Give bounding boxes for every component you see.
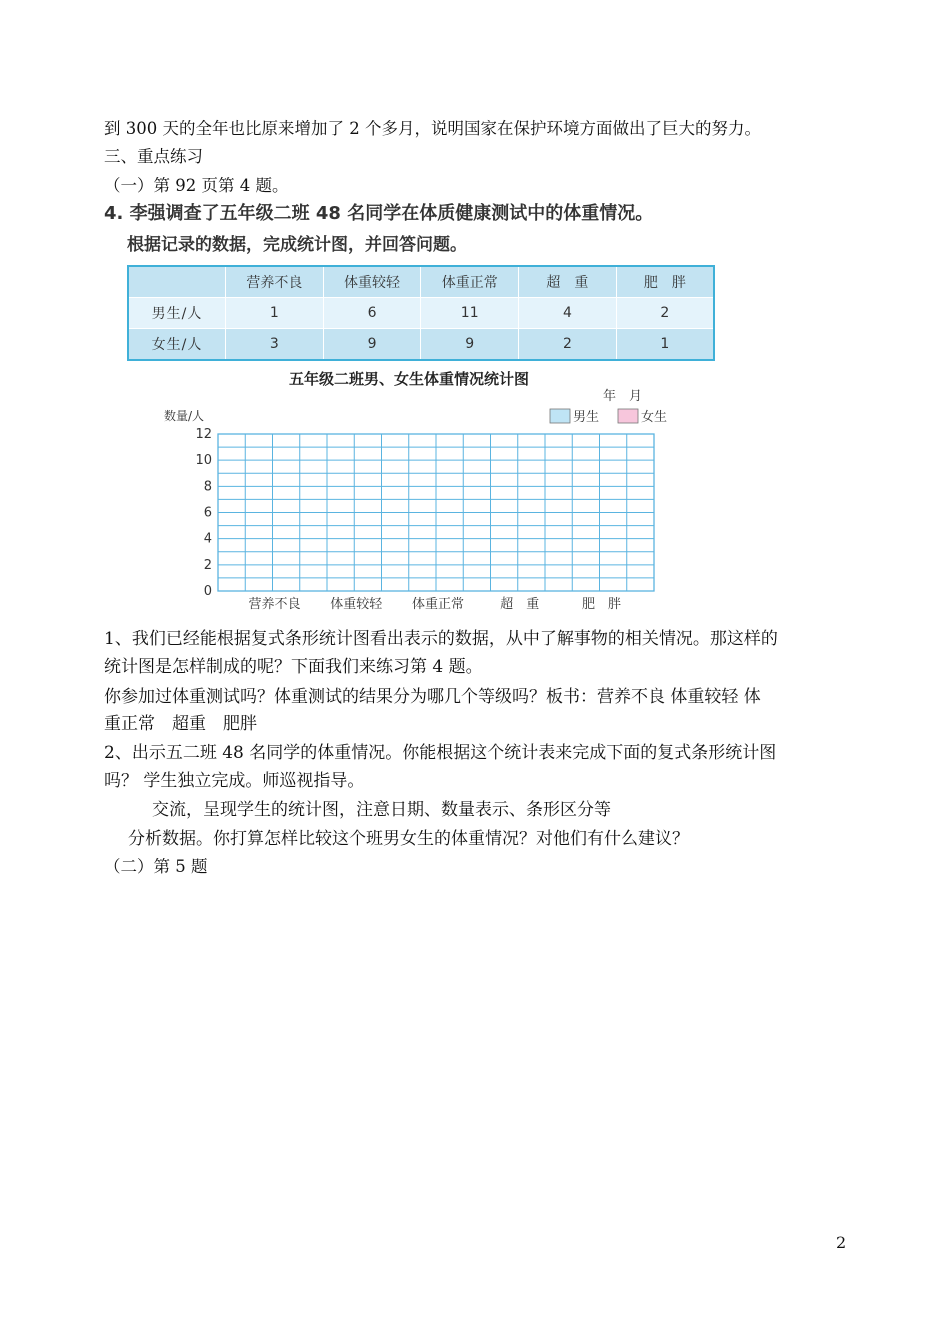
table-corner — [128, 266, 226, 298]
table-cell: 9 — [421, 329, 519, 361]
problem-subtitle: 根据记录的数据，完成统计图，并回答问题。 — [127, 235, 467, 255]
problem-title: 4. 李强调查了五年级二班 48 名同学在体质健康测试中的体重情况。 — [104, 203, 654, 224]
y-tick-label: 2 — [203, 557, 212, 573]
row-label: 女生/人 — [128, 329, 226, 361]
table-cell: 4 — [519, 298, 617, 329]
paragraph-4: 交流，呈现学生的统计图，注意日期、数量表示、条形区分等 — [152, 800, 611, 820]
y-tick-label: 10 — [195, 453, 212, 469]
table-header-cell: 肥 胖 — [616, 266, 714, 298]
chart-legend — [550, 409, 667, 425]
table-header-cell: 体重较轻 — [323, 266, 421, 298]
paragraph-1-line-2: 统计图是怎样制成的呢？下面我们来练习第 4 题。 — [104, 657, 483, 677]
x-category-label: 体重较轻 — [330, 597, 383, 612]
table-cell: 1 — [226, 298, 324, 329]
chart-title: 五年级二班男、女生体重情况统计图 — [288, 370, 530, 388]
text-line-1: 到 300 天的全年也比原来增加了 2 个多月，说明国家在保护环境方面做出了巨大的努力。 — [104, 119, 761, 138]
exercise-heading-2: （二）第 5 题 — [104, 857, 208, 876]
table-header-cell: 超 重 — [519, 266, 617, 298]
weight-data-table — [127, 265, 715, 361]
x-category-label: 肥 胖 — [581, 597, 622, 612]
legend-swatch — [618, 409, 638, 423]
paragraph-2-line-2: 重正常 超重 肥胖 — [104, 714, 257, 734]
chart-grid — [218, 434, 654, 591]
x-category-label: 营养不良 — [248, 597, 301, 612]
legend-label: 男生 — [573, 410, 600, 425]
table-cell: 2 — [519, 329, 617, 361]
paragraph-2-line-1: 你参加过体重测试吗？体重测试的结果分为哪几个等级吗？板书：营养不良 体重较轻 体 — [104, 687, 761, 707]
table-row — [128, 298, 714, 329]
legend-label: 女生 — [641, 410, 668, 425]
paragraph-5: 分析数据。你打算怎样比较这个班男女生的体重情况？对他们有什么建议？ — [128, 829, 689, 849]
section-heading: 三、重点练习 — [104, 147, 203, 166]
table-row — [128, 329, 714, 361]
y-tick-label: 8 — [203, 479, 212, 495]
page-number: 2 — [836, 1233, 847, 1252]
date-label: 年 月 — [603, 389, 643, 404]
y-tick-label: 12 — [195, 427, 212, 442]
paragraph-3-line-2: 吗？ 学生独立完成。师巡视指导。 — [104, 771, 365, 791]
table-cell: 3 — [226, 329, 324, 361]
y-tick-label: 0 — [203, 584, 212, 599]
table-header-cell: 营养不良 — [226, 266, 324, 298]
table-header-row — [128, 266, 714, 298]
x-category-labels — [248, 596, 621, 612]
row-label: 男生/人 — [128, 298, 226, 329]
x-category-label: 超 重 — [500, 597, 540, 612]
table-cell: 6 — [323, 298, 421, 329]
y-axis-label: 数量/人 — [164, 409, 205, 423]
table-cell: 9 — [323, 329, 421, 361]
legend-swatch — [550, 409, 570, 423]
table-header-cell: 体重正常 — [421, 266, 519, 298]
table-cell: 11 — [421, 298, 519, 329]
exercise-heading: （一）第 92 页第 4 题。 — [104, 176, 289, 195]
paragraph-3-line-1: 2、出示五二班 48 名同学的体重情况。你能根据这个统计表来完成下面的复式条形统计图 — [104, 743, 777, 763]
y-tick-label: 6 — [203, 505, 212, 521]
bar-chart — [127, 362, 707, 617]
y-tick-labels — [195, 427, 212, 599]
paragraph-1-line-1: 1、我们已经能根据复式条形统计图看出表示的数据，从中了解事物的相关情况。那这样的 — [104, 629, 778, 649]
y-tick-label: 4 — [203, 531, 212, 547]
table-cell: 1 — [616, 329, 714, 361]
table-cell: 2 — [616, 298, 714, 329]
x-category-label: 体重正常 — [411, 597, 465, 612]
